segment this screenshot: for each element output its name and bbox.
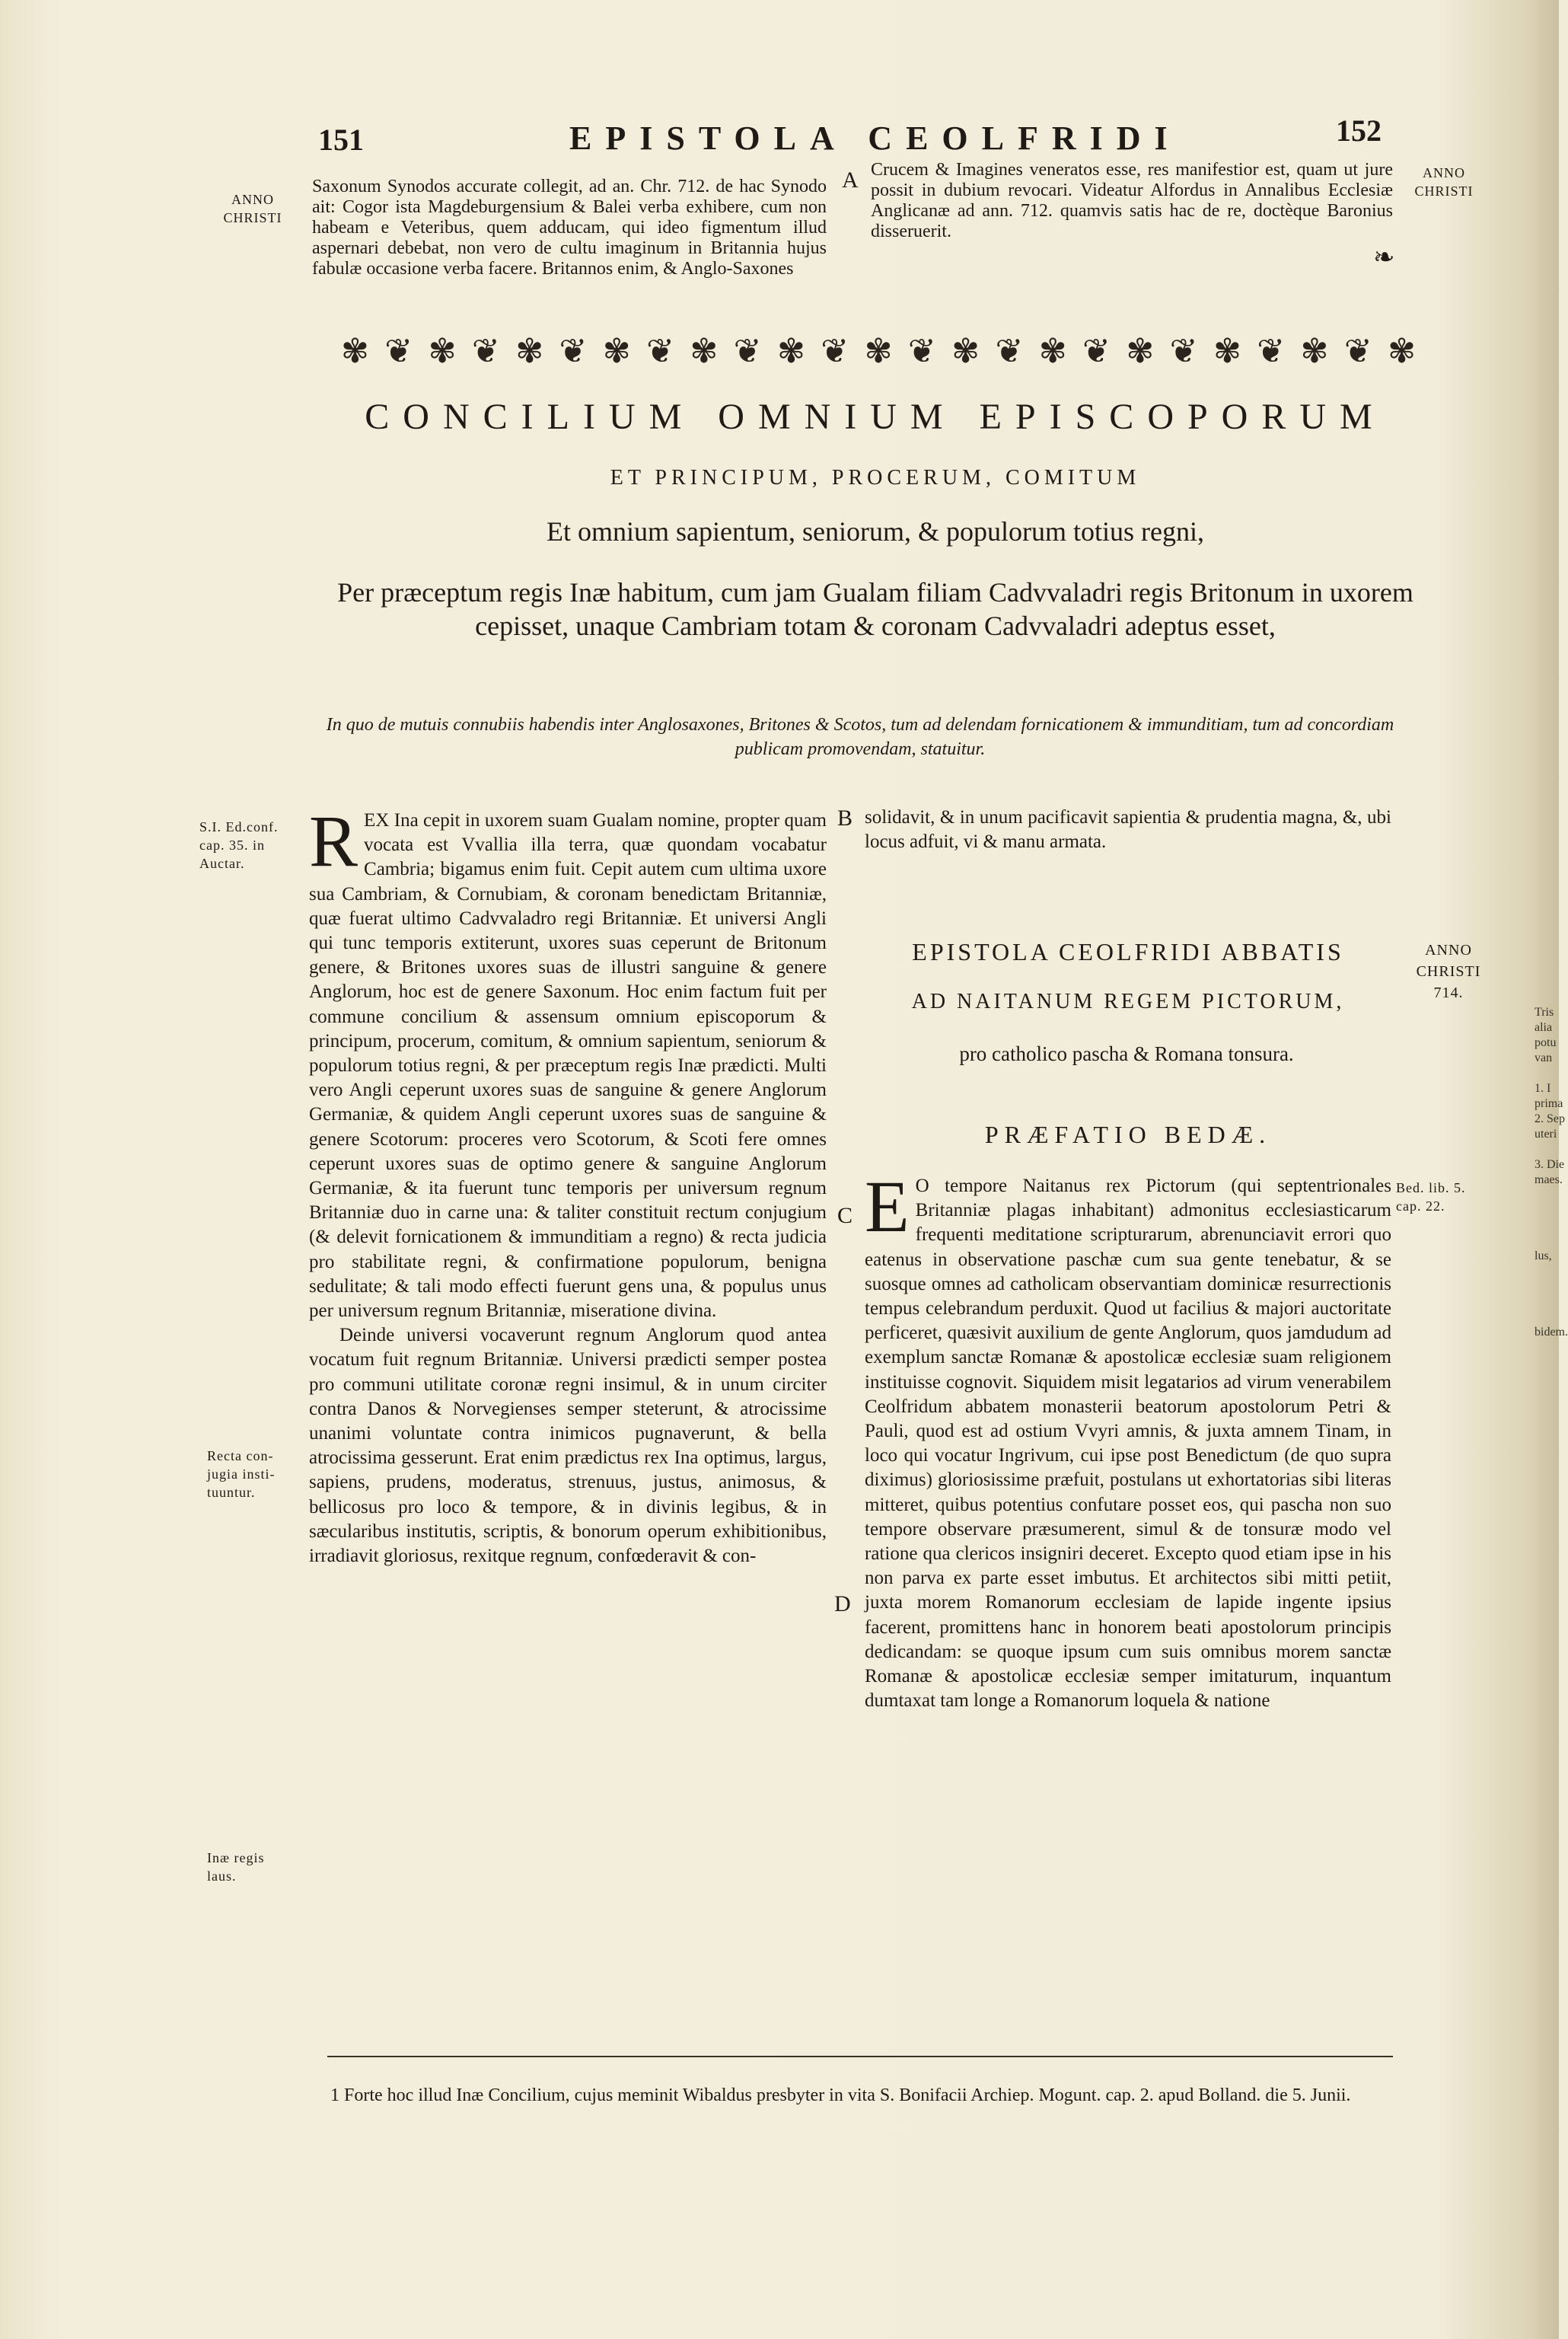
ornament-icon: ❦ xyxy=(1257,331,1286,371)
facing-page-fragments: Tris alia potu van 1. I prima 2. Sep uteri 3. Die maes. lus, bidem. xyxy=(1535,1006,1568,1339)
page-number-left: 151 xyxy=(318,123,364,157)
ornament-icon: ✾ xyxy=(341,331,369,371)
praefatio-heading: PRÆFATIO BEDÆ. xyxy=(984,1121,1272,1148)
footnote: 1 Forte hoc illud Inæ Concilium, cujus meminit Wibaldus presbyter in vita S. Bonifacii Archiep. Mogunt. cap. 2. apud Bolland. die 5. Junii. xyxy=(330,2085,1351,2105)
ornament-icon: ✾ xyxy=(776,331,805,371)
ornament-icon: ❦ xyxy=(384,331,413,371)
ornament-icon: ✾ xyxy=(1038,331,1067,371)
column-letter-d: D xyxy=(834,1591,851,1616)
footnote-rule xyxy=(327,2056,1393,2057)
ornament-band xyxy=(341,329,1416,373)
ornament-icon: ✾ xyxy=(864,331,893,371)
ornament-icon: ❦ xyxy=(995,331,1024,371)
left-paragraph-2: Deinde universi vocaverunt regnum Anglorum quod antea vocatum fuit regnum Britanniæ. Universi prædicti semper postea pro communi utilitate coronæ regni insimul, & in unum circiter contra Danos & Norvegienses semper steterunt, & atrocissime unanimi voluntate contra inimicos pugnaverunt, & bella atrocissima gesserunt. Erat enim prædictus rex Ina optimus, largus, sapiens, prudens, moderatus, strenuus, justus, animosus, & bellicosus pro loco & tempore, & in divinis legibus, & in sæcularibus institutis, scriptis, & bonorum operum exhibitionibus, irradiavit gloriosus, rexitque regnum, confœderavit & con- xyxy=(309,1325,827,1567)
column-letter-c: C xyxy=(837,1203,853,1228)
margin-note-reference: S.I. Ed.conf. cap. 35. in Auctar. xyxy=(199,819,279,871)
margin-note-anno-left: ANNO CHRISTI xyxy=(223,192,282,225)
ornament-icon: ❦ xyxy=(733,331,762,371)
top-right-block: Crucem & Imagines veneratos esse, res manifestior est, quam ut jure possit in dubium revocari. Videatur Alfordus in Annalibus Ecclesiæ Anglicanæ ad ann. 712. quamvis satis hac de re, doctèque Baronius disseruerit. xyxy=(871,160,1393,241)
margin-note-bed: Bed. lib. 5. cap. 22. xyxy=(1396,1180,1466,1214)
dropcap-e: E xyxy=(865,1166,910,1247)
council-title: CONCILIUM OMNIUM EPISCOPORUM xyxy=(365,397,1386,437)
page-number-right: 152 xyxy=(1336,113,1382,148)
left-column xyxy=(309,800,827,1568)
column-letter-b: B xyxy=(837,806,853,831)
ornament-icon: ✾ xyxy=(951,331,980,371)
ornament-icon: ✾ xyxy=(1300,331,1329,371)
fleuron-ornament: ❧ xyxy=(1373,242,1395,273)
ornament-icon: ✾ xyxy=(690,331,719,371)
ornament-icon: ❦ xyxy=(646,331,674,371)
ornament-icon: ❦ xyxy=(471,331,500,371)
ornament-icon: ❦ xyxy=(559,331,588,371)
ornament-icon: ✾ xyxy=(1388,331,1416,371)
ornament-icon: ✾ xyxy=(515,331,544,371)
council-subtitle: ET PRINCIPUM, PROCERUM, COMITUM xyxy=(610,466,1141,490)
running-head: EPISTOLA CEOLFRIDI xyxy=(569,120,1181,157)
dropcap-r: R xyxy=(309,800,359,882)
ornament-icon: ❦ xyxy=(1169,331,1198,371)
right-paragraph-2: O tempore Naitanus rex Pictorum (qui septentrionales Britanniæ plagas inhabitant) admonitus ecclesiasticarum frequenti meditatione scripturarum, abrenunciavit errori quo eatenus in observatione paschæ cum sua gente tenebatur, & se suosque omnes ad catholicam observantiam dominicæ resurrectionis tempus celebrandum perduxit. Quod ut facilius & majori auctoritate perficeret, quæsivit auxilium de gente Anglorum, quos jamdudum ad exemplum sanctæ Romanæ & apostolicæ ecclesiæ suam religionem instituisse cognovit. Siquidem misit legatarios ad virum venerabilem Ceolfridum abbatem monasterii beatorum apostolorum Petri & Pauli, quod est ad ostium Vvyri amnis, & juxta amnem Tinam, in loco qui vocatur Ingrivum, cui ipse post Benedictum (de quo supra diximus) gloriosissime præfuit, postulans ut exhortatorias sibi literas mitteret, quibus potentius confutare posset eos, qui pascha non suo tempore observare præsumerent, simul & de tonsuræ modo vel ratione qua clericos insigniri deceret. Excepto quod etiam ipse in his non parva ex parte esset imbutus. Et architectos sibi mitti petiit, juxta morem Romanorum ecclesiam de lapide ingente ipsius facerent, promittens hanc in honorem beati apostolorum principis dedicandam: se quoque ipsum cum suis omnibus morem sanctæ Romanæ & apostolicæ ecclesiæ semper imitaturum, inquantum dumtaxat tam longe a Romanorum loquela & natione xyxy=(865,1176,1391,1712)
column-letter-a: A xyxy=(842,168,859,193)
right-column-top: solidavit, & in unum pacificavit sapientia & prudentia magna, &, ubi locus adfuit, vi & manu armata. xyxy=(865,807,1391,853)
margin-note-anno-714: ANNO CHRISTI 714. xyxy=(1416,942,1481,1001)
ornament-icon: ✾ xyxy=(428,331,457,371)
margin-note-anno-right: ANNO CHRISTI xyxy=(1414,165,1474,199)
ornament-icon: ✾ xyxy=(602,331,631,371)
ornament-icon: ❦ xyxy=(821,331,849,371)
council-line-2: Per præceptum regis Inæ habitum, cum jam Gualam filiam Cadvvaladri regis Britonum in uxorem cepisset, unaque Cambriam totam & coronam Cadvvaladri adeptus esset, xyxy=(337,577,1413,641)
ornament-icon: ✾ xyxy=(1213,331,1241,371)
margin-note-recta: Recta con- jugia insti- tuuntur. xyxy=(207,1448,276,1500)
council-line-1: Et omnium sapientum, seniorum, & populorum totius regni, xyxy=(547,516,1204,547)
epistola-line: pro catholico pascha & Romana tonsura. xyxy=(959,1042,1294,1065)
left-paragraph-1: EX Ina cepit in uxorem suam Gualam nomine, propter quam vocata est Vvallia illa terra, quæ quondam vocabatur Cambria; bigamus enim fuit. Cepit autem cum ultima uxore sua Cambriam, & Cornubiam, & coronam benedictam Britanniæ, quæ fuerat ultimo Cadvvaladro regi Britanniæ. Et universi Angli qui tunc temporis extiterunt, uxores suas ceperunt de Britonum genere, & Britones uxores suas de illustri sanguine & genere Anglorum, hoc est de genere Saxonum. Hoc enim factum fuit per commune concilium & assensum omnium episcoporum & principum, procerum, comitum, & omnium sapientum, seniorum & populorum totius regni, & per præceptum regis Inæ prædicti. Multi vero Angli ceperunt uxores suas de sanguine & genere Anglorum Germaniæ, & quidem Angli ceperunt uxores suas de sanguine & genere Scotorum: proceres vero Scotorum, & Scoti fere omnes ceperunt uxores suas de optimo genere & sanguine Anglorum Germaniæ, & ita fuerunt tunc temporis per universum regnum Britanniæ duo in carne una: & taliter constituit rectum conjugium (& delevit fornicationem & immunditiam a regno) & recta judicia pro stabilitate regni, & confirmatione populorum, benigna sedulitate; & tali modo effecti fuerunt gens una, & populus unus per universum regnum Britanniæ, miseratione divina. xyxy=(309,810,827,1322)
council-italic: In quo de mutuis connubiis habendis inter Anglosaxones, Britones & Scotos, tum ad delendam fornicationem & immunditiam, tum ad concordiam publicam promovendam, statuitur. xyxy=(326,715,1394,759)
margin-note-ina: Inæ regis laus. xyxy=(207,1850,265,1884)
epistola-subtitle: AD NAITANUM REGEM PICTORUM, xyxy=(911,990,1345,1013)
top-left-block: Saxonum Synodos accurate collegit, ad an. Chr. 712. de hac Synodo ait: Cogor ista Magdeburgensium & Balei verba exhibere, cum non habeam e Veteribus, quem adducam, qui ideo figmentum illud aspernari debebat, non vero de cultu imaginum in Britannia hujus fabulæ occasione verba facere. Britannos enim, & Anglo-Saxones xyxy=(312,177,827,279)
ornament-icon: ❦ xyxy=(1082,331,1111,371)
ornament-icon: ✾ xyxy=(1126,331,1155,371)
ornament-icon: ❦ xyxy=(1343,331,1372,371)
epistola-title: EPISTOLA CEOLFRIDI ABBATIS xyxy=(912,938,1344,965)
ornament-icon: ❦ xyxy=(907,331,936,371)
right-column-body xyxy=(865,1166,1391,1713)
